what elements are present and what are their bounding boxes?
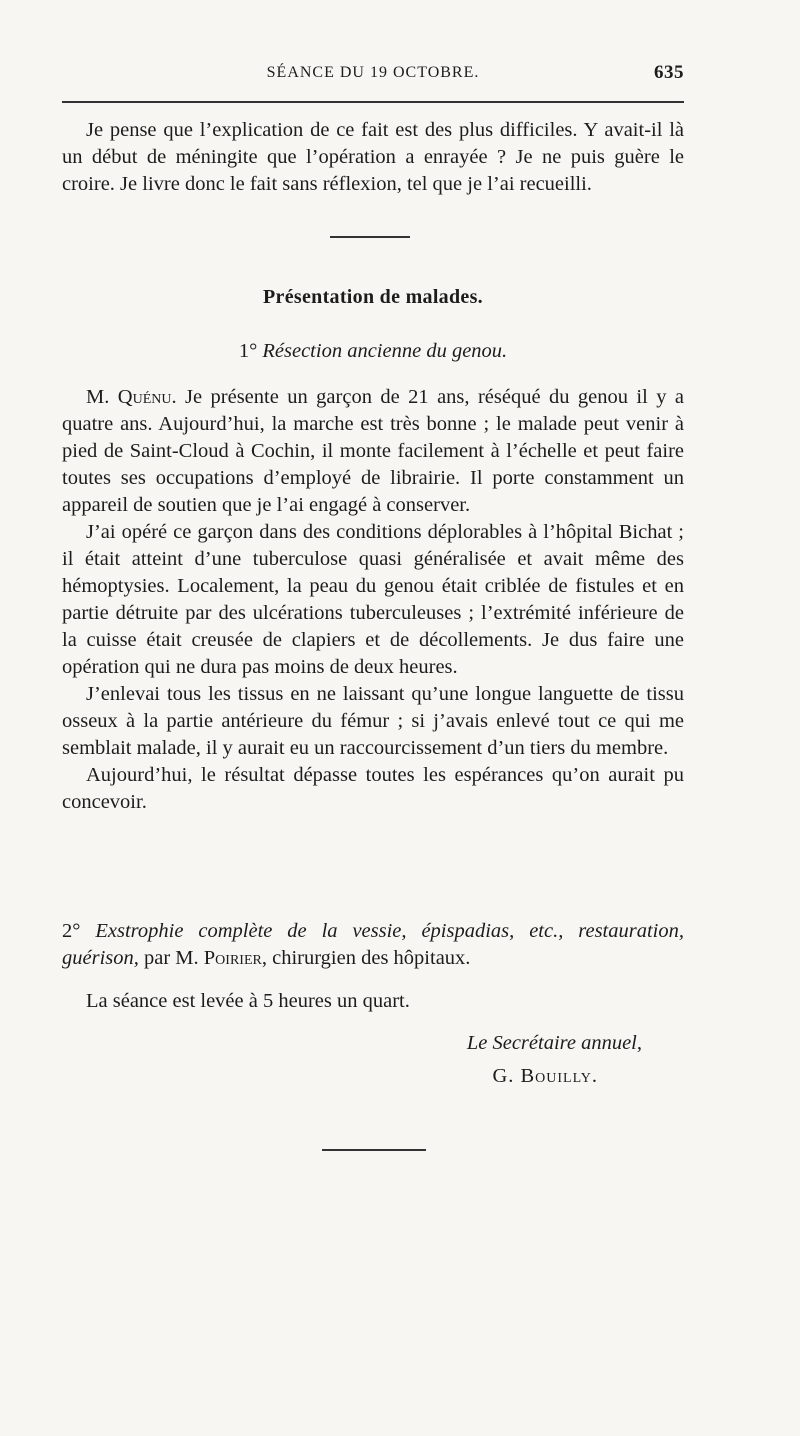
sub-heading-number: 1° bbox=[238, 340, 258, 362]
sub-heading-title: Résection ancienne du genou. bbox=[262, 340, 508, 362]
intro-block bbox=[62, 117, 684, 198]
page-number: 635 bbox=[654, 62, 684, 83]
signature-name: G. Bouilly. bbox=[492, 1065, 598, 1087]
case-paragraph-4: Aujourd’hui, le résultat dépasse toutes les espérances qu’on aurait pu concevoir. bbox=[62, 764, 684, 813]
signature-role: Le Secrétaire annuel, bbox=[466, 1032, 642, 1054]
header-rule bbox=[62, 101, 684, 103]
item-2-number: 2° bbox=[62, 920, 81, 942]
item-2-text-pre: par M. bbox=[144, 947, 199, 969]
speaker-name: M. Quénu. bbox=[86, 386, 177, 408]
closing-line: La séance est levée à 5 heures un quart. bbox=[86, 990, 410, 1012]
intro-paragraph: Je pense que l’explication de ce fait est des plus difficiles. Y avait-il là un début de méningite que l’opération a enrayée ? Je ne puis guère le croire. Je livre donc le fait sans réflexion, tel que je l’ai recueilli. bbox=[62, 119, 684, 195]
section-divider-rule bbox=[330, 236, 410, 238]
case-paragraph-3: J’enlevai tous les tissus en ne laissant qu’une longue languette de tissu osseux à la partie antérieure du fémur ; si j’avais enlevé tout ce qui me semblait malade, il y aurait eu un raccourcissement d’un tiers du membre. bbox=[62, 683, 684, 759]
end-rule bbox=[322, 1149, 426, 1151]
item-2-title: Exstrophie complète de la vessie, épispadias, etc., restauration, guérison, bbox=[62, 920, 684, 969]
running-head-title: SÉANCE DU 19 OCTOBRE. bbox=[266, 64, 480, 81]
case-paragraph-1-text: Je présente un garçon de 21 ans, réséqué du genou il y a quatre ans. Aujourd’hui, la marche est très bonne ; le malade peut venir à pied de Saint-Cloud à Cochin, il monte facilement à l’échelle et peut faire toutes ses occupations d’employé de librairie. Il porte constamment un appareil de soutien que je l’ai engagé à conserver. bbox=[62, 386, 685, 516]
case-report-block bbox=[62, 384, 684, 816]
sub-heading bbox=[62, 340, 684, 363]
running-head bbox=[62, 62, 684, 92]
section-heading: Présentation de malades. bbox=[263, 286, 483, 308]
item-2-author: Poirier, bbox=[203, 947, 267, 969]
item-2-text-post: chirurgien des hôpitaux. bbox=[272, 947, 471, 969]
case-paragraph-1 bbox=[62, 384, 684, 519]
case-paragraph-2: J’ai opéré ce garçon dans des conditions déplorables à l’hôpital Bichat ; il était atteint d’une tuberculose quasi généralisée et avait même des hémoptysies. Localement, la peau du genou était criblée de fistules et en partie détruite par des ulcérations tuberculeuses ; l’extrémité inférieure de la cuisse était creusée de clapiers et de décollements. Je dus faire une opération qui ne dura pas moins de deux heures. bbox=[62, 521, 684, 678]
item-2-paragraph bbox=[62, 918, 684, 972]
item-2-block bbox=[62, 918, 684, 972]
